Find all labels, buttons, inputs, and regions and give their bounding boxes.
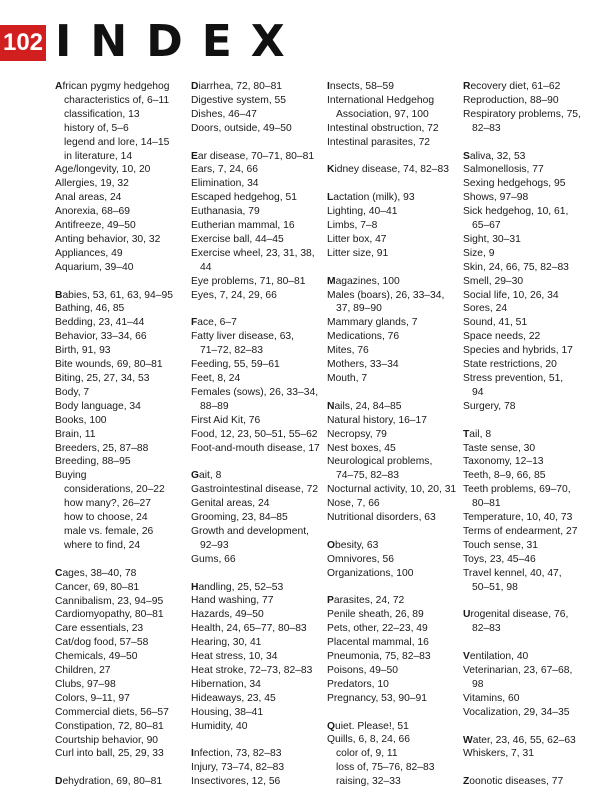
index-entry: Temperature, 10, 40, 73	[463, 512, 573, 524]
index-subentry: 74–75, 82–83	[336, 470, 399, 482]
index-entry: Respiratory problems, 75,	[463, 108, 581, 120]
index-entry: Males (boars), 26, 33–34,	[327, 289, 445, 301]
index-entry: Mouth, 7	[327, 372, 368, 384]
index-entry: Neurological problems,	[327, 456, 433, 468]
index-entry: Children, 27	[55, 665, 111, 677]
index-subentry: in literature, 14	[64, 150, 133, 162]
index-entry: Housing, 38–41	[191, 706, 264, 718]
index-entry: Cages, 38–40, 78	[55, 567, 137, 579]
index-entry: Buying	[55, 470, 87, 482]
index-entry: Gastrointestinal disease, 72	[191, 484, 319, 496]
index-entry: Face, 6–7	[191, 317, 237, 329]
index-subentry: 71–72, 82–83	[200, 345, 263, 357]
letter-group	[327, 80, 456, 150]
index-subentry: 82–83	[472, 623, 501, 635]
letter-group	[463, 80, 581, 136]
index-column-4	[463, 80, 581, 803]
letter-group	[463, 608, 581, 636]
index-entry: Care essentials, 23	[55, 623, 144, 635]
index-entry: Quills, 6, 8, 24, 66	[327, 734, 410, 746]
index-entry: Antifreeze, 49–50	[55, 220, 136, 232]
index-entry: Mothers, 33–34	[327, 359, 399, 371]
index-entry: Commercial diets, 56–57	[55, 706, 169, 718]
index-entry: Cardiomyopathy, 80–81	[55, 609, 164, 621]
index-entry: Body, 7	[55, 386, 90, 398]
index-entry: Gums, 66	[191, 553, 236, 565]
index-entry: Teeth problems, 69–70,	[463, 484, 571, 496]
index-entry: Insectivores, 12, 56	[191, 776, 281, 788]
index-entry: Chemicals, 49–50	[55, 651, 138, 663]
index-subentry: legend and lore, 14–15	[64, 136, 170, 148]
index-subentry: Association, 97, 100	[336, 108, 429, 120]
index-entry: Females (sows), 26, 33–34,	[191, 386, 319, 398]
index-entry: Babies, 53, 61, 63, 94–95	[55, 289, 173, 301]
index-entry: State restrictions, 20	[463, 359, 557, 371]
letter-group	[463, 775, 581, 789]
index-entry: Mites, 76	[327, 345, 369, 357]
index-entry: Behavior, 33–34, 66	[55, 331, 147, 343]
index-entry: Medications, 76	[327, 331, 400, 343]
index-subentry: 82–83	[472, 122, 501, 134]
letter-group	[191, 747, 320, 789]
index-subentry: color of, 9, 11	[336, 748, 398, 760]
index-entry: Growth and development,	[191, 525, 309, 537]
index-entry: Feeding, 55, 59–61	[191, 359, 280, 371]
index-entry: Travel kennel, 40, 47,	[463, 567, 562, 579]
index-entry: Health, 24, 65–77, 80–83	[191, 623, 307, 635]
index-entry: Intestinal obstruction, 72	[327, 122, 439, 134]
index-entry: Quiet. Please!, 51	[327, 720, 409, 732]
index-entry: Aquarium, 39–40	[55, 261, 134, 273]
letter-group	[327, 275, 456, 386]
index-entry: Nutritional disorders, 63	[327, 512, 436, 524]
index-entry: Bite wounds, 69, 80–81	[55, 359, 163, 371]
index-entry: Parasites, 24, 72	[327, 595, 405, 607]
index-subentry: 88–89	[200, 400, 229, 412]
index-entry: African pygmy hedgehog	[55, 81, 170, 92]
index-entry: Brain, 11	[55, 428, 96, 440]
index-entry: Penile sheath, 26, 89	[327, 609, 424, 621]
index-entry: Curl into ball, 25, 29, 33	[55, 748, 164, 760]
letter-group	[327, 191, 456, 261]
index-entry: Humidity, 40	[191, 720, 248, 732]
index-entry: Touch sense, 31	[463, 539, 538, 551]
index-entry: Cat/dog food, 57–58	[55, 637, 149, 649]
letter-group	[463, 734, 581, 762]
index-entry: Injury, 73–74, 82–83	[191, 762, 285, 774]
letter-group	[191, 80, 320, 136]
index-subentry: 98	[472, 678, 484, 690]
index-entry: Nose, 7, 66	[327, 498, 380, 510]
index-entry: Diarrhea, 72, 80–81	[191, 81, 283, 92]
index-entry: Elimination, 34	[191, 178, 259, 190]
index-subentry: 94	[472, 386, 484, 398]
index-entry: Exercise ball, 44–45	[191, 233, 284, 245]
index-entry: Omnivores, 56	[327, 553, 394, 565]
index-entry: Exercise wheel, 23, 31, 38,	[191, 247, 315, 259]
index-entry: Anorexia, 68–69	[55, 206, 130, 218]
index-entry: Ear disease, 70–71, 80–81	[191, 150, 315, 162]
index-entry: Size, 9	[463, 247, 495, 259]
index-entry: Limbs, 7–8	[327, 220, 378, 232]
index-entry: Insects, 58–59	[327, 81, 394, 92]
index-entry: Feet, 8, 24	[191, 373, 241, 384]
index-entry: Lactation (milk), 93	[327, 192, 415, 204]
letter-group	[55, 775, 173, 789]
index-entry: Whiskers, 7, 31	[463, 748, 534, 760]
index-entry: Teeth, 8–9, 66, 85	[463, 470, 546, 482]
letter-group	[191, 150, 320, 303]
index-entry: Appliances, 49	[55, 247, 123, 259]
letter-group	[191, 581, 320, 734]
index-entry: Hand washing, 77	[191, 595, 274, 607]
index-entry: Taxonomy, 12–13	[463, 456, 544, 468]
index-entry: Pets, other, 22–23, 49	[327, 623, 428, 635]
index-entry: Reproduction, 88–90	[463, 94, 559, 106]
index-entry: Vocalization, 29, 34–35	[463, 706, 570, 718]
index-entry: International Hedgehog	[327, 94, 435, 106]
index-entry: Fatty liver disease, 63,	[191, 331, 295, 343]
letter-group	[327, 720, 456, 790]
index-entry: Anal areas, 24	[55, 192, 122, 204]
index-entry: Skin, 24, 66, 75, 82–83	[463, 261, 569, 273]
index-entry: Intestinal parasites, 72	[327, 136, 431, 148]
index-entry: Eutherian mammal, 16	[191, 220, 295, 232]
index-entry: Lighting, 40–41	[327, 206, 398, 218]
letter-group	[55, 289, 173, 553]
index-entry: Heat stroke, 72–73, 82–83	[191, 665, 313, 676]
index-entry: Zoonotic diseases, 77	[463, 776, 564, 788]
letter-group	[191, 469, 320, 566]
page-title: INDEX	[55, 16, 304, 67]
index-subentry: classification, 13	[64, 108, 140, 120]
index-subentry: 50–51, 98	[472, 581, 518, 593]
letter-group	[327, 400, 456, 525]
letter-group	[463, 650, 581, 720]
letter-group	[191, 316, 320, 455]
index-entry: Bathing, 46, 85	[55, 303, 125, 315]
index-entry: Eyes, 7, 24, 29, 66	[191, 289, 277, 301]
index-entry: Organizations, 100	[327, 567, 414, 579]
index-entry: Veterinarian, 23, 67–68,	[463, 665, 573, 676]
index-entry: Urogenital disease, 76,	[463, 609, 569, 621]
index-entry: Digestive system, 55	[191, 94, 286, 106]
index-entry: Age/longevity, 10, 20	[55, 164, 151, 176]
index-entry: Nails, 24, 84–85	[327, 400, 402, 412]
index-entry: Stress prevention, 51,	[463, 373, 564, 385]
index-entry: Euthanasia, 79	[191, 206, 260, 218]
index-entry: Pneumonia, 75, 82–83	[327, 651, 431, 663]
index-entry: Books, 100	[55, 414, 107, 426]
index-entry: Anting behavior, 30, 32	[55, 233, 161, 245]
index-entry: Grooming, 23, 84–85	[191, 512, 288, 524]
index-entry: Magazines, 100	[327, 275, 400, 287]
index-entry: Hideaways, 23, 45	[191, 692, 276, 704]
index-entry: Biting, 25, 27, 34, 53	[55, 373, 150, 385]
index-entry: Dehydration, 69, 80–81	[55, 776, 163, 788]
index-entry: Ventilation, 40	[463, 651, 529, 663]
index-entry: Placental mammal, 16	[327, 637, 429, 649]
letter-group	[327, 594, 456, 705]
index-entry: Body language, 34	[55, 400, 141, 412]
index-entry: Ears, 7, 24, 66	[191, 164, 258, 176]
index-entry: Sick hedgehog, 10, 61,	[463, 206, 569, 218]
index-entry: Toys, 23, 45–46	[463, 553, 536, 565]
index-entry: Poisons, 49–50	[327, 664, 398, 676]
index-entry: Eye problems, 71, 80–81	[191, 275, 306, 287]
index-entry: Salmonellosis, 77	[463, 164, 544, 176]
index-entry: Social life, 10, 26, 34	[463, 289, 559, 301]
index-subentry: history of, 5–6	[64, 122, 129, 134]
index-subentry: male vs. female, 26	[64, 525, 154, 537]
index-entry: Handling, 25, 52–53	[191, 581, 284, 593]
index-entry: First Aid Kit, 76	[191, 414, 261, 426]
index-entry: Nest boxes, 45	[327, 442, 396, 454]
index-entry: Food, 12, 23, 50–51, 55–62	[191, 428, 318, 440]
index-column-2	[191, 80, 320, 803]
index-entry: Taste sense, 30	[463, 442, 536, 454]
index-subentry: 80–81	[472, 498, 501, 510]
index-entry: Infection, 73, 82–83	[191, 748, 282, 760]
letter-group	[55, 567, 173, 762]
index-entry: Hazards, 49–50	[191, 609, 264, 621]
index-subentry: characteristics of, 6–11	[64, 94, 170, 106]
index-entry: Hibernation, 34	[191, 678, 261, 690]
index-entry: Constipation, 72, 80–81	[55, 720, 164, 732]
index-entry: Obesity, 63	[327, 539, 379, 551]
index-entry: Colors, 9–11, 97	[55, 692, 130, 704]
index-entry: Breeders, 25, 87–88	[55, 442, 149, 454]
index-entry: Heat stress, 10, 34	[191, 651, 278, 663]
index-subentry: 65–67	[472, 220, 501, 232]
index-entry: Smell, 29–30	[463, 275, 524, 287]
index-entry: Gait, 8	[191, 470, 222, 482]
index-entry: Water, 23, 46, 55, 62–63	[463, 734, 576, 746]
index-entry: Clubs, 97–98	[55, 678, 116, 690]
letter-group	[463, 428, 581, 595]
index-entry: Allergies, 19, 32	[55, 178, 129, 190]
index-entry: Nocturnal activity, 10, 20, 31	[327, 484, 457, 496]
index-subentry: loss of, 75–76, 82–83	[336, 762, 435, 774]
index-entry: Space needs, 22	[463, 331, 541, 343]
index-subentry: how to choose, 24	[64, 512, 148, 524]
index-entry: Bedding, 23, 41–44	[55, 317, 145, 329]
index-entry: Saliva, 32, 53	[463, 150, 526, 162]
index-entry: Recovery diet, 61–62	[463, 81, 561, 92]
index-entry: Foot-and-mouth disease, 17	[191, 442, 320, 454]
index-entry: Breeding, 88–95	[55, 456, 131, 468]
letter-group	[55, 80, 173, 275]
letter-group	[463, 150, 581, 414]
index-entry: Sound, 41, 51	[463, 317, 528, 329]
index-entry: Doors, outside, 49–50	[191, 122, 292, 134]
index-entry: Terms of endearment, 27	[463, 525, 578, 537]
index-entry: Sight, 30–31	[463, 233, 521, 245]
index-entry: Dishes, 46–47	[191, 108, 257, 120]
index-entry: Litter size, 91	[327, 247, 389, 259]
index-subentry: 92–93	[200, 539, 229, 551]
index-entry: Vitamins, 60	[463, 692, 520, 704]
index-subentry: 44	[200, 261, 212, 273]
letter-group	[327, 163, 456, 177]
index-entry: Sores, 24	[463, 303, 508, 315]
index-entry: Sexing hedgehogs, 95	[463, 178, 566, 190]
index-entry: Shows, 97–98	[463, 192, 529, 204]
index-entry: Escaped hedgehog, 51	[191, 192, 297, 204]
index-entry: Genital areas, 24	[191, 498, 270, 510]
index-subentry: 37, 89–90	[336, 303, 382, 315]
index-entry: Courtship behavior, 90	[55, 734, 159, 746]
page-number-badge: 102	[0, 25, 46, 61]
letter-group	[327, 539, 456, 581]
index-entry: Species and hybrids, 17	[463, 345, 573, 357]
index-entry: Cancer, 69, 80–81	[55, 581, 140, 593]
index-entry: Mammary glands, 7	[327, 317, 418, 329]
index-subentry: raising, 32–33	[336, 776, 401, 788]
index-entry: Natural history, 16–17	[327, 414, 427, 426]
index-entry: Pregnancy, 53, 90–91	[327, 692, 427, 704]
index-subentry: considerations, 20–22	[64, 484, 165, 496]
index-entry: Birth, 91, 93	[55, 345, 111, 357]
index-column-1	[55, 80, 173, 803]
index-entry: Litter box, 47	[327, 233, 387, 245]
index-entry: Predators, 10	[327, 678, 389, 690]
index-entry: Hearing, 30, 41	[191, 637, 262, 649]
index-entry: Tail, 8	[463, 428, 492, 440]
index-entry: Surgery, 78	[463, 400, 516, 412]
index-entry: Necropsy, 79	[327, 428, 387, 440]
index-entry: Kidney disease, 74, 82–83	[327, 164, 449, 176]
index-entry: Cannibalism, 23, 94–95	[55, 595, 164, 607]
index-subentry: where to find, 24	[64, 539, 141, 551]
index-subentry: how many?, 26–27	[64, 498, 152, 510]
index-column-3	[327, 80, 456, 803]
